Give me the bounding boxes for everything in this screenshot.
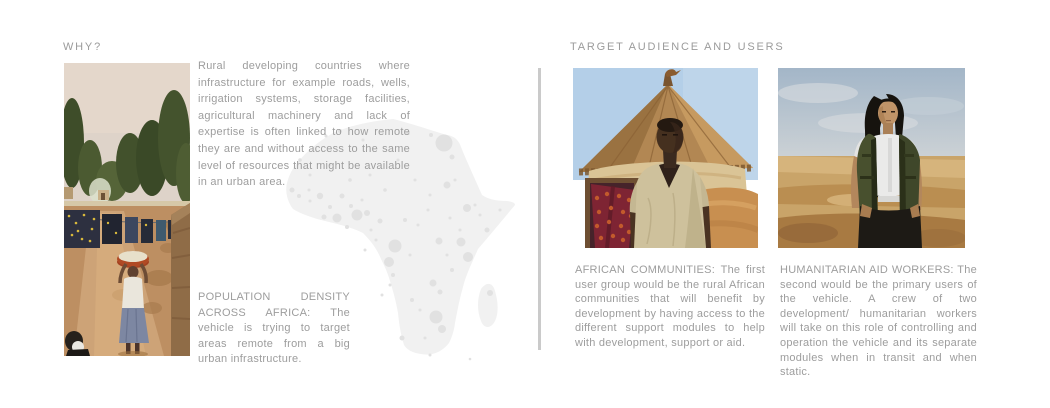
- population-caption: [198, 290, 350, 368]
- rural-road-photo-art: [64, 63, 190, 356]
- rural-road-photo: [64, 63, 190, 356]
- african-communities-caption-text: The first user group would be the rural African communities that will benefit by development by having access to the different support modules to help with development, support or aid.: [575, 264, 766, 349]
- african-communities-photo: [573, 68, 758, 248]
- population-caption-label: POPULATION DENSITY ACROSS AFRICA:: [198, 291, 350, 319]
- african-communities-caption: [575, 263, 765, 351]
- why-heading: WHY?: [63, 41, 102, 53]
- why-paragraph: Rural developing countries where infrastructure for example roads, wells, irrigation systems, storage facilities, agricultural machinery and lack of expertise is often linked to how remote they are and without access to the same level of resources that might be available in an urban area.: [198, 60, 410, 189]
- section-divider: [538, 68, 541, 350]
- target-audience-heading: TARGET AUDIENCE AND USERS: [570, 41, 785, 53]
- african-communities-caption-label: AFRICAN COMMUNITIES:: [575, 264, 716, 276]
- humanitarian-workers-caption-label: HUMANITARIAN AID WORKERS:: [780, 264, 954, 276]
- humanitarian-worker-photo-art: [778, 68, 965, 248]
- humanitarian-worker-photo: [778, 68, 965, 248]
- population-caption-text: The vehicle is trying to target areas remote from a big urban infrastructure.: [198, 306, 350, 366]
- humanitarian-workers-caption-text: The second would be the primary users of the vehicle. A crew of two development/ humanitarian workers will take on this role of controlling and operation the vehicle and its separate modules when in transit and when static.: [780, 264, 977, 379]
- humanitarian-workers-caption: [780, 263, 977, 380]
- african-communities-photo-art: [573, 68, 758, 248]
